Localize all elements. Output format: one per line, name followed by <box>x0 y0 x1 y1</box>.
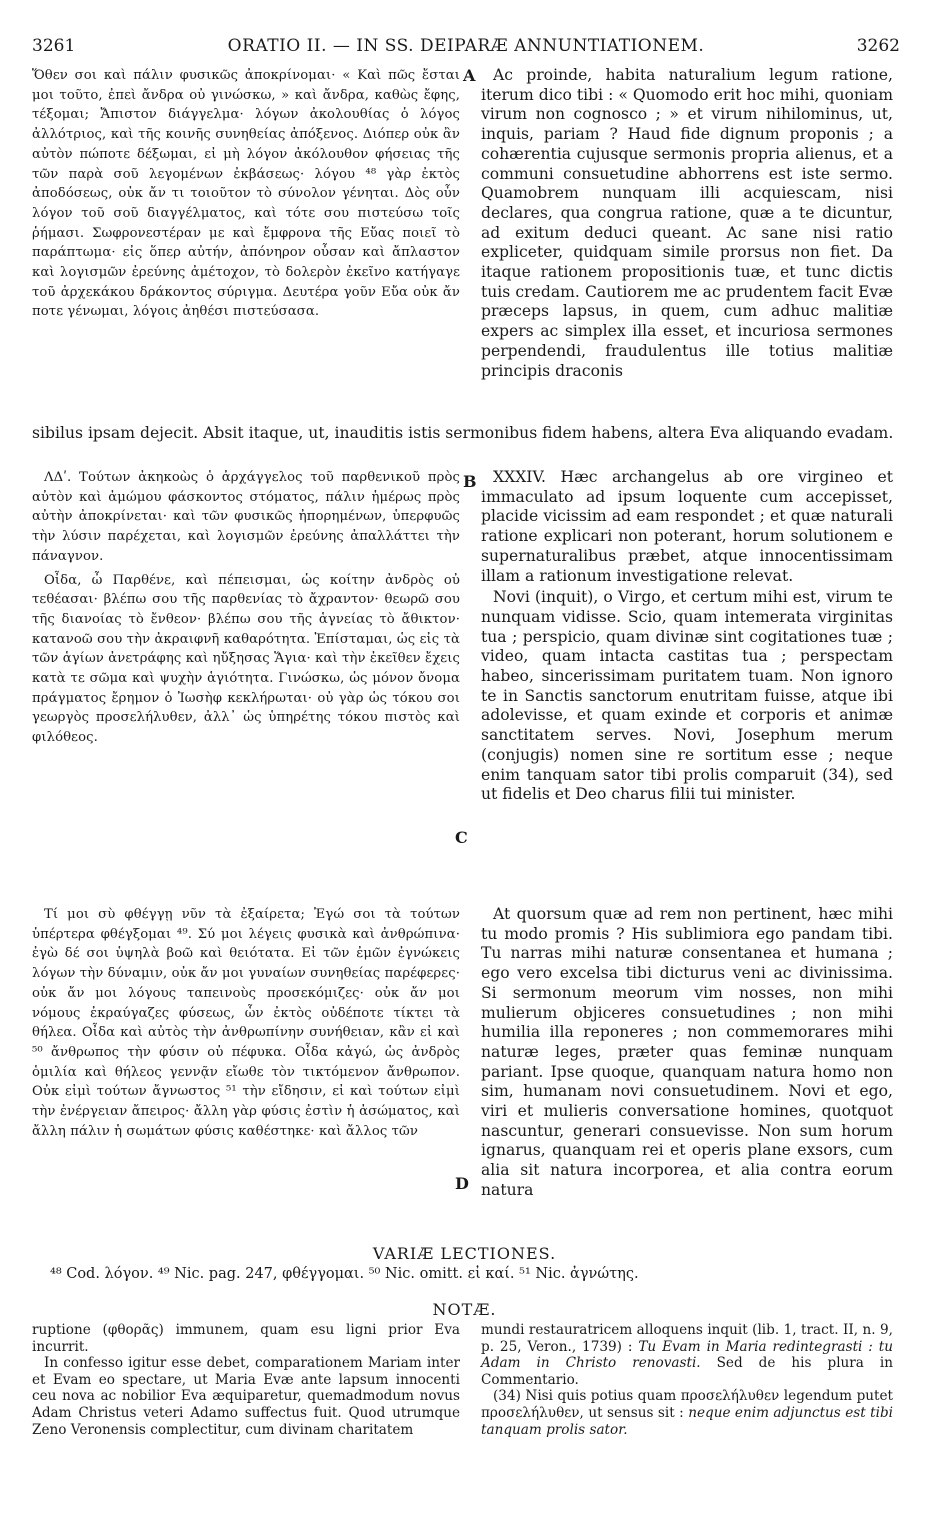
note-paragraph: ruptione (φθορᾶς) immunem, quam esu ligni prior Eva incurrit. <box>32 1322 460 1355</box>
page-number-left: 3261 <box>32 36 76 56</box>
margin-marker-d: D <box>455 1174 469 1193</box>
note-text: (34) Nisi quis potius quam προσελήλυθεν legendum putet προσελήλυθεν, ut sensus sit : <box>481 1388 893 1421</box>
note-paragraph: In confesso igitur esse debet, comparationem Mariam inter et Evam eo spectare, ut Maria Evæ ante lapsum innocenti ceu nova ac nobilior Eva æquiparetur, quemadmodum novus Adam Christus veteri Adamo suffectus fuit. Quod utrumque Zeno Veronensis complectitur, cum divinam charitatem <box>32 1355 460 1438</box>
latin-paragraph: XXXIV. Hæc archangelus ab ore virgineo et immaculato ad ipsum loquente cum accepisset, placide vicissim ad eam respondet ; et quæ naturali ratione explicari non poterant, horum solutionem e supernaturalibus præbet, atque innocentissimam illam a rationum investigatione relevat. <box>481 468 893 585</box>
note-quote: neque enim adjunctus est tibi tanquam prolis sator. <box>481 1404 893 1438</box>
greek-paragraph: Ὅθεν σοι καὶ πάλιν φυσικῶς ἀποκρίνομαι· « Καὶ πῶς ἔσται μοι τοῦτο, ἐπεὶ ἄνδρα οὐ γινώσκω, » καὶ ἄνδρα, καθὼς ἔφης, τέξομαι; Ἄπιστον διάγγελμα· λόγων ἀκολουθίας ὁ λόγος ἀλλότριος, καὶ τῆς κοινῆς συνηθείας ἀπόξενος. Διόπερ οὐκ ἂν αὐτὸν πώποτε δέξωμαι, εἰ μὴ λόγον ἀκόλουθον φήσειας τῆς τῶν παρὰ σοῦ λεγομένων ἐκβάσεως· λόγου ⁴⁸ γὰρ ἐκτὸς ἀποδόσεως, οὐκ ἄν τι τοιοῦτον τὸ σύνολον γένηται. Δὸς οὖν λόγον τοῦ σοῦ διαγγέλματος, καὶ τότε σου πιστεύσω τοῖς ῥήμασι. Σωφρονεστέραν με καὶ ἔμφρονα τῆς Εὔας ποιεῖ τὸ παράπτωμα· εἰς ὅπερ αὐτήν, ἀπόνηρον οὖσαν καὶ ἄπλαστον καὶ λογισμῶν ἐρεύνης ἀμέτοχον, τὸ δολερὸν ἐκεῖνο κατήγαγε τοῦ ἀρχεκάκου δράκοντος σύριγμα. Δευτέρα γοῦν Εὔα οὐκ ἄν ποτε γένωμαι, λόγοις ἀηθέσι πιστεύσασα. <box>32 68 460 320</box>
latin-column-section-d <box>481 905 893 1201</box>
latin-full-width-line <box>32 424 894 444</box>
note-quote: Tu Evam in Maria redintegrasti : tu Adam in Christo renovasti. <box>481 1338 894 1372</box>
notes-left-column <box>32 1322 460 1438</box>
note-text: mundi restauratricem alloquens inquit (lib. 1, tract. II, n. 9, p. 25, Veron., 1739) : <box>481 1322 893 1355</box>
greek-paragraph: Τί μοι σὺ φθέγγῃ νῦν τὰ ἐξαίρετα; Ἐγώ σοι τὰ τούτων ὑπέρτερα φθέγξομαι ⁴⁹. Σύ μοι λέγεις φυσικὰ καὶ ἀνθρώπινα· ἐγὼ δέ σοι ὑψηλὰ βοῶ καὶ θειότατα. Εἰ τῶν ἐμῶν ἐγνώκεις λόγων τὴν δύναμιν, οὐκ ἄν μοι γυναίων συνηθείας παρέφερες· οὐκ ἄν μοι λόγους ταπεινοὺς προσεκόμιζες· οὐκ ἄν μοι νόμους ἐκραύγαζες φύσεως, ὧν ἐκτὸς οὐδέποτε τίκτει τὰ θήλεα. Οἶδα καὶ αὐτὸς τὴν ἀνθρωπίνην συνήθειαν, κἂν εἰ καὶ ⁵⁰ ἄνθρωπος τὴν φύσιν οὐ πέφυκα. Οἶδα κἀγώ, ὡς ἀνδρὸς ὁμιλία καὶ θήλεος γεννᾷν εἴωθε τὸν τικτόμενον ἄνθρωπον. Οὐκ εἰμὶ τούτων ἄγνωστος ⁵¹ τὴν εἴδησιν, εἰ καὶ τούτων εἰμὶ τὴν ἐνέργειαν ἄπειρος· ἄλλη γὰρ φύσις ἐστὶν ἡ ἀσώματος, καὶ ἄλλη πάλιν ἡ σωμάτων φύσις καθέστηκε· καὶ ἄλλος τῶν <box>32 907 460 1139</box>
notae-title: NOTÆ. <box>432 1300 497 1319</box>
notes-right-column <box>481 1322 893 1438</box>
latin-paragraph: At quorsum quæ ad rem non pertinent, hæc mihi tu modo promis ? His sublimiora ego pandam tibi. Tu narras mihi naturæ consentanea et humana ; ego vero excelsa tibi dicturus veni ac divinissima. Si sermonum meorum vim nosses, non mihi mulierum objiceres consuetudines ; non mihi humilia illa reponeres ; non commemorares mihi naturæ leges, præter quas feminæ nunquam pariant. Ipse quoque, quanquam natura homo non sim, humanam novi consuetudinem. Novi et ego, viri et mulieris conversatione homines, quotquot nascuntur, generari consuevisse. Non sum horum ignarus, quanquam rei et operis plane exsors, cum alia sit natura incorporea, et alia contra eorum natura <box>481 905 893 1199</box>
note-text: Sed de his plura in Commentario. <box>481 1355 894 1388</box>
variae-lectiones-text: ⁴⁸ Cod. λόγον. ⁴⁹ Nic. pag. 247, φθέγγομαι. ⁵⁰ Nic. omitt. εἰ καί. ⁵¹ Nic. ἀγνώτης. <box>50 1266 639 1282</box>
latin-paragraph: sibilus ipsam dejecit. Absit itaque, ut, inauditis istis sermonibus fidem habens, altera Eva aliquando evadam. <box>32 424 894 442</box>
note-paragraph <box>481 1322 893 1388</box>
page-header <box>32 36 900 62</box>
greek-paragraph: ΛΔʹ. Τούτων ἀκηκοὼς ὁ ἀρχάγγελος τοῦ παρθενικοῦ πρὸς αὐτὸν καὶ ἀμώμου φάσκοντος στόματος, πάλιν ἡμέρως πρὸς αὐτὴν ἀποκρίνεται· καὶ τῶν φυσικῶς ἠπορημένων, ὑπερφυῶς τὴν λύσιν παρέχεται, καὶ λογισμῶν ἐρεύνης ἀπαλλάττει τὴν πάναγνον. <box>32 470 460 564</box>
greek-column-section-d <box>32 905 460 1141</box>
latin-paragraph: Novi (inquit), o Virgo, et certum mihi est, virum te nunquam vidisse. Scio, quam intemerata virginitas tua ; perspicio, quam divinæ sint cogitationes tuæ ; video, quam intacta castitas tua ; perspectam habeo, sincerissimam puritatem tuam. Non ignoro te in Sanctis sanctorum enutritam fuisse, atque ibi adolevisse, et quam exinde et corporis et animæ sanctitatem serves. Novi, Josephum merum (conjugis) nomen sine re sortitum esse ; neque enim tanquam sator tibi prolis comparuit (34), sed ut fidelis et Deo charus filii tui minister. <box>481 588 893 804</box>
margin-marker-a: A <box>463 66 476 85</box>
greek-column-section-a <box>32 66 460 322</box>
variae-lectiones-title: VARIÆ LECTIONES. <box>372 1244 557 1263</box>
latin-column-section-a <box>481 66 893 381</box>
latin-column-section-b <box>481 468 893 805</box>
greek-column-section-b <box>32 468 460 748</box>
running-title: ORATIO II. — IN SS. DEIPARÆ ANNUNTIATIONEM. <box>227 36 705 56</box>
note-paragraph <box>481 1388 893 1438</box>
margin-marker-c: C <box>455 828 468 847</box>
page-number-right: 3262 <box>856 36 900 56</box>
greek-paragraph: Οἶδα, ὦ Παρθένε, καὶ πέπεισμαι, ὡς κοίτην ἀνδρὸς οὐ τεθέασαι· βλέπω σου τῆς παρθενίας τὸ ἄχραντον· θεωρῶ σου τῆς διανοίας τὸ ἔνθεον· βλέπω σου τῆς ἁγνείας τὸ ἄθικτον· κατανοῶ σου τὴν ἀκραιφνῆ καθαρότητα. Ἐπίσταμαι, ὡς εἰς τὰ τῶν ἁγίων ἀνετράφης καὶ ηὔξησας Ἅγια· καὶ τὴν ἐκεῖθεν ἔχεις κατὰ τε σῶμα καὶ ψυχὴν ἁγιότητα. Γινώσκω, ὡς μόνον ὄνομα πράγματος ἔρημον ὁ Ἰωσὴφ κεκλήρωται· οὐ γὰρ ὡς τόκου σοι γεωργὸς προσελήλυθεν, ἀλλ᾽ ὡς ὑπηρέτης τόκου πιστὸς καὶ φιλόθεος. <box>32 572 460 746</box>
latin-paragraph: Ac proinde, habita naturalium legum ratione, iterum dico tibi : « Quomodo erit hoc mihi, quoniam virum non cognosco ; » et virum nihilominus, ut, inquis, pariam ? Haud fide dignum proponis ; a cohærentia cujusque sermonis propria alienus, et a communi consuetudine abhorrens est iste sermo. Quamobrem nunquam illi acquiescam, nisi declares, qua congrua ratione, quæ a te dicuntur, ad exitum deduci queant. Ac sane nisi ratio expliceter, quidquam simile prorsus non fiet. Da itaque rationem propositionis tuæ, et tunc dictis tuis credam. Cautiorem me ac prudentem facit Evæ præceps lapsus, in quem, cum adhuc malitiæ expers ac simplex illa esset, et incuriosa sermones perpendendi, fraudulentus ille totius malitiæ principis draconis <box>481 66 893 380</box>
margin-marker-b: B <box>463 472 477 491</box>
